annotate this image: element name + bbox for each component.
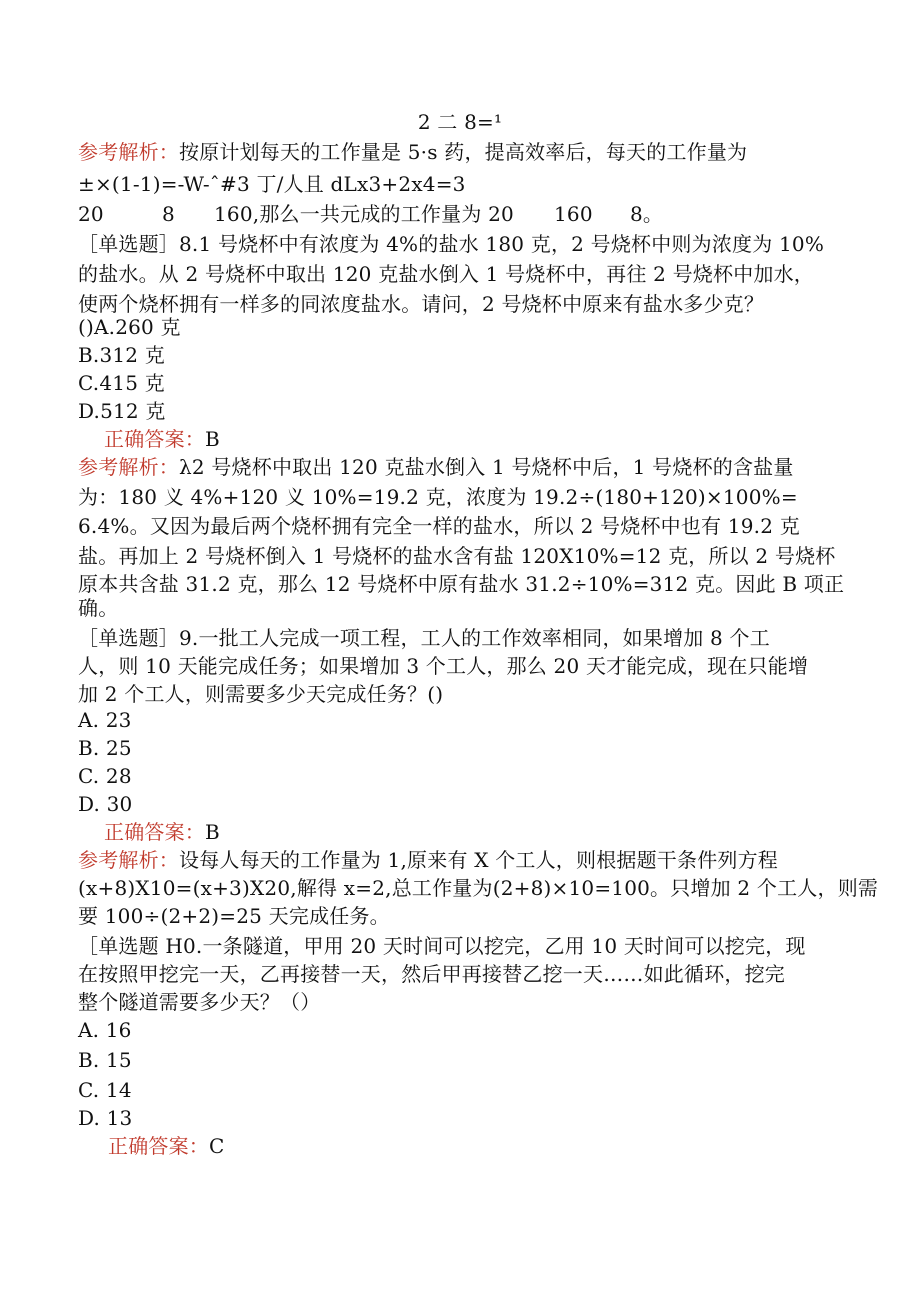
formula-term: 8。 [630, 202, 664, 226]
formula-term: 160,那么一共元成的工作量为 20 [214, 202, 514, 226]
option: D.512 克 [78, 399, 166, 423]
answer-label: 正确答案： [104, 427, 205, 451]
analysis-line: ±×(1-1)=-W-ˆ#3 丁/人且 dLx3+2x4=3 [78, 172, 466, 196]
answer-line [104, 425, 220, 453]
option: B. 15 [78, 1048, 132, 1072]
analysis-line [78, 453, 794, 481]
option: A. 16 [78, 1018, 132, 1042]
question-stem: 在按照甲挖完一天，乙再接替一天，然后甲再接替乙挖一天……如此循环，挖完 [78, 962, 785, 986]
answer-line [108, 1132, 225, 1160]
formula-fragment: 2 二 8=¹ [417, 110, 503, 134]
option: C.415 克 [78, 371, 165, 395]
analysis-label: 参考解析： [78, 140, 179, 164]
answer-value: B [205, 427, 220, 451]
analysis-line: 盐。再加上 2 号烧杯倒入 1 号烧杯的盐水含有盐 120X10%=12 克，所以 2 号烧杯 [78, 544, 836, 568]
question-stem: ［单选题］9.一批工人完成一项工程，工人的工作效率相同，如果增加 8 个工 [78, 626, 770, 650]
answer-label: 正确答案： [108, 1134, 209, 1158]
question-stem: 人，则 10 天能完成任务；如果增加 3 个工人，那么 20 天才能完成，现在只能增 [78, 654, 809, 678]
analysis-line [78, 846, 778, 874]
question-stem: 的盐水。从 2 号烧杯中取出 120 克盐水倒入 1 号烧杯中，再往 2 号烧杯中加水， [78, 262, 815, 286]
answer-line [104, 818, 220, 846]
analysis-label: 参考解析： [78, 455, 179, 479]
question-stem: 使两个烧杯拥有一样多的同浓度盐水。请问，2 号烧杯中原来有盐水多少克？ [78, 292, 765, 316]
analysis-label: 参考解析： [78, 848, 179, 872]
option: A. 23 [78, 708, 132, 732]
question-stem: 整个隧道需要多少天？（） [78, 990, 321, 1014]
analysis-line: 6.4%。又因为最后两个烧杯拥有完全一样的盐水，所以 2 号烧杯中也有 19.2 克 [78, 514, 800, 538]
option: ()A.260 克 [78, 315, 181, 339]
analysis-line: 要 100÷(2+2)=25 天完成任务。 [78, 904, 390, 928]
analysis-text: λ2 号烧杯中取出 120 克盐水倒入 1 号烧杯中后，1 号烧杯的含盐量 [179, 455, 794, 479]
option: C. 28 [78, 764, 132, 788]
question-stem: ［单选题］8.1 号烧杯中有浓度为 4%的盐水 180 克，2 号烧杯中则为浓度为 10% [78, 232, 825, 256]
analysis-line: 原本共含盐 31.2 克，那么 12 号烧杯中原有盐水 31.2÷10%=312 克。因此 B 项正 [78, 572, 845, 596]
option: B.312 克 [78, 343, 165, 367]
analysis-line: 确。 [78, 596, 119, 620]
analysis-line: (x+8)X10=(x+3)X20,解得 x=2,总工作量为(2+8)×10=100。只增加 2 个工人，则需 [78, 876, 879, 900]
analysis-text: 按原计划每天的工作量是 5·s 药，提高效率后，每天的工作量为 [179, 140, 748, 164]
answer-value: B [205, 820, 220, 844]
formula-term: 160 [554, 202, 593, 226]
question-stem: 加 2 个工人，则需要多少天完成任务？() [78, 682, 444, 706]
option: D. 30 [78, 792, 133, 816]
analysis-paragraph [78, 138, 747, 166]
option: B. 25 [78, 736, 132, 760]
option: C. 14 [78, 1078, 132, 1102]
analysis-line: 为：180 义 4%+120 义 10%=19.2 克，浓度为 19.2÷(180+120)×100%= [78, 485, 798, 509]
formula-term: 20 [78, 202, 104, 226]
question-stem: ［单选题 H0.一条隧道，甲用 20 天时间可以挖完，乙用 10 天时间可以挖完，现 [78, 934, 806, 958]
option: D. 13 [78, 1106, 133, 1130]
analysis-line [78, 200, 858, 228]
answer-value: C [209, 1134, 225, 1158]
answer-label: 正确答案： [104, 820, 205, 844]
analysis-text: 设每人每天的工作量为 1,原来有 X 个工人，则根据题干条件列方程 [179, 848, 778, 872]
formula-term: 8 [162, 202, 175, 226]
